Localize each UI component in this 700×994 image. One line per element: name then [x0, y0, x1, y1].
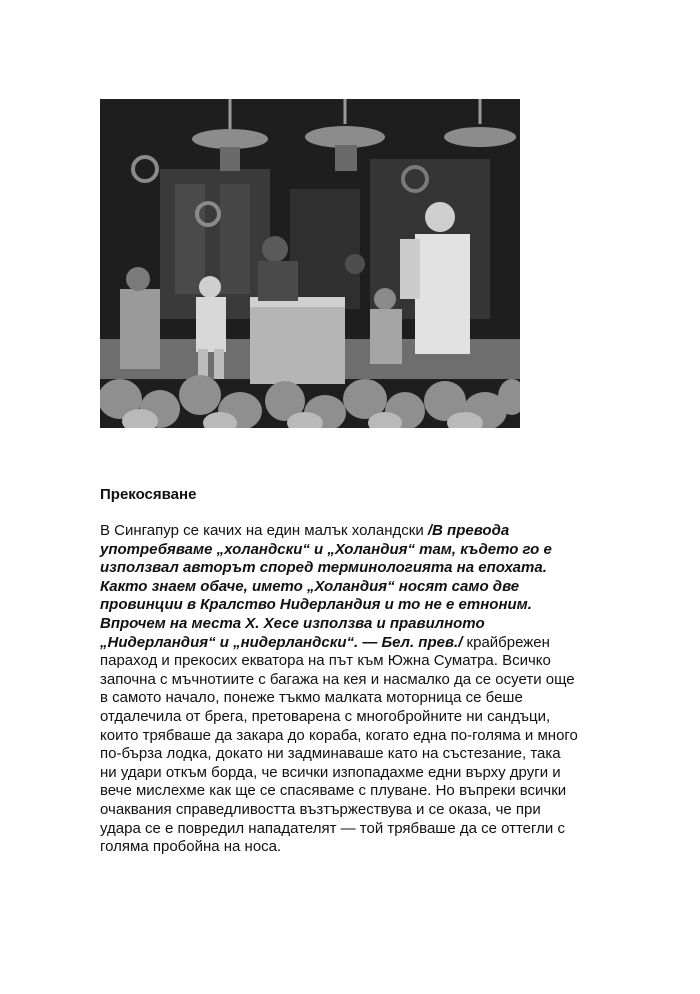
stage-photograph: [100, 99, 520, 428]
body-paragraph: [100, 522, 580, 857]
paragraph-text-start: В Сингапур се качих на един малък холандски: [100, 522, 428, 539]
paragraph-text-end: крайбрежен параход и прекосих екватора на път към Южна Суматра. Всичко започна с мъчнотиите с багажа на кея и насмалко да се осуети още в самото начало, понеже тъкмо малката моторница се беше отдалечила от брега, претоварена с многобройните ни сандъци, които трябваше да закара до кораба, когато една по-голяма и много по-бърза лодка, докато ни задминаваше като на състезание, така ни удари откъм борда, че всички изпопадахме едни върху други и вече мислехме как ще се спасяваме с плуване. Но въпреки всички очаквания справедливостта възтържествува и се оказа, че при удара се е повредил нападателят — той трябваше да се оттегли с голяма пробойна на носа.: [100, 633, 578, 856]
translator-note: /В превода употребяваме „холандски“ и „Холандия“ там, където го е използвал авторът според терминологията на епохата. Както знаем обаче, името „Холандия“ носят само две провинции в Кралство Нидерландия и то не е етноним. Впрочем на места Х. Хесе използва и правилното „Нидерландия“ и „нидерландски“. — Бел. прев./: [100, 522, 552, 651]
section-heading: Прекосяване: [100, 486, 197, 503]
stage-photograph-drawing: [100, 99, 520, 428]
